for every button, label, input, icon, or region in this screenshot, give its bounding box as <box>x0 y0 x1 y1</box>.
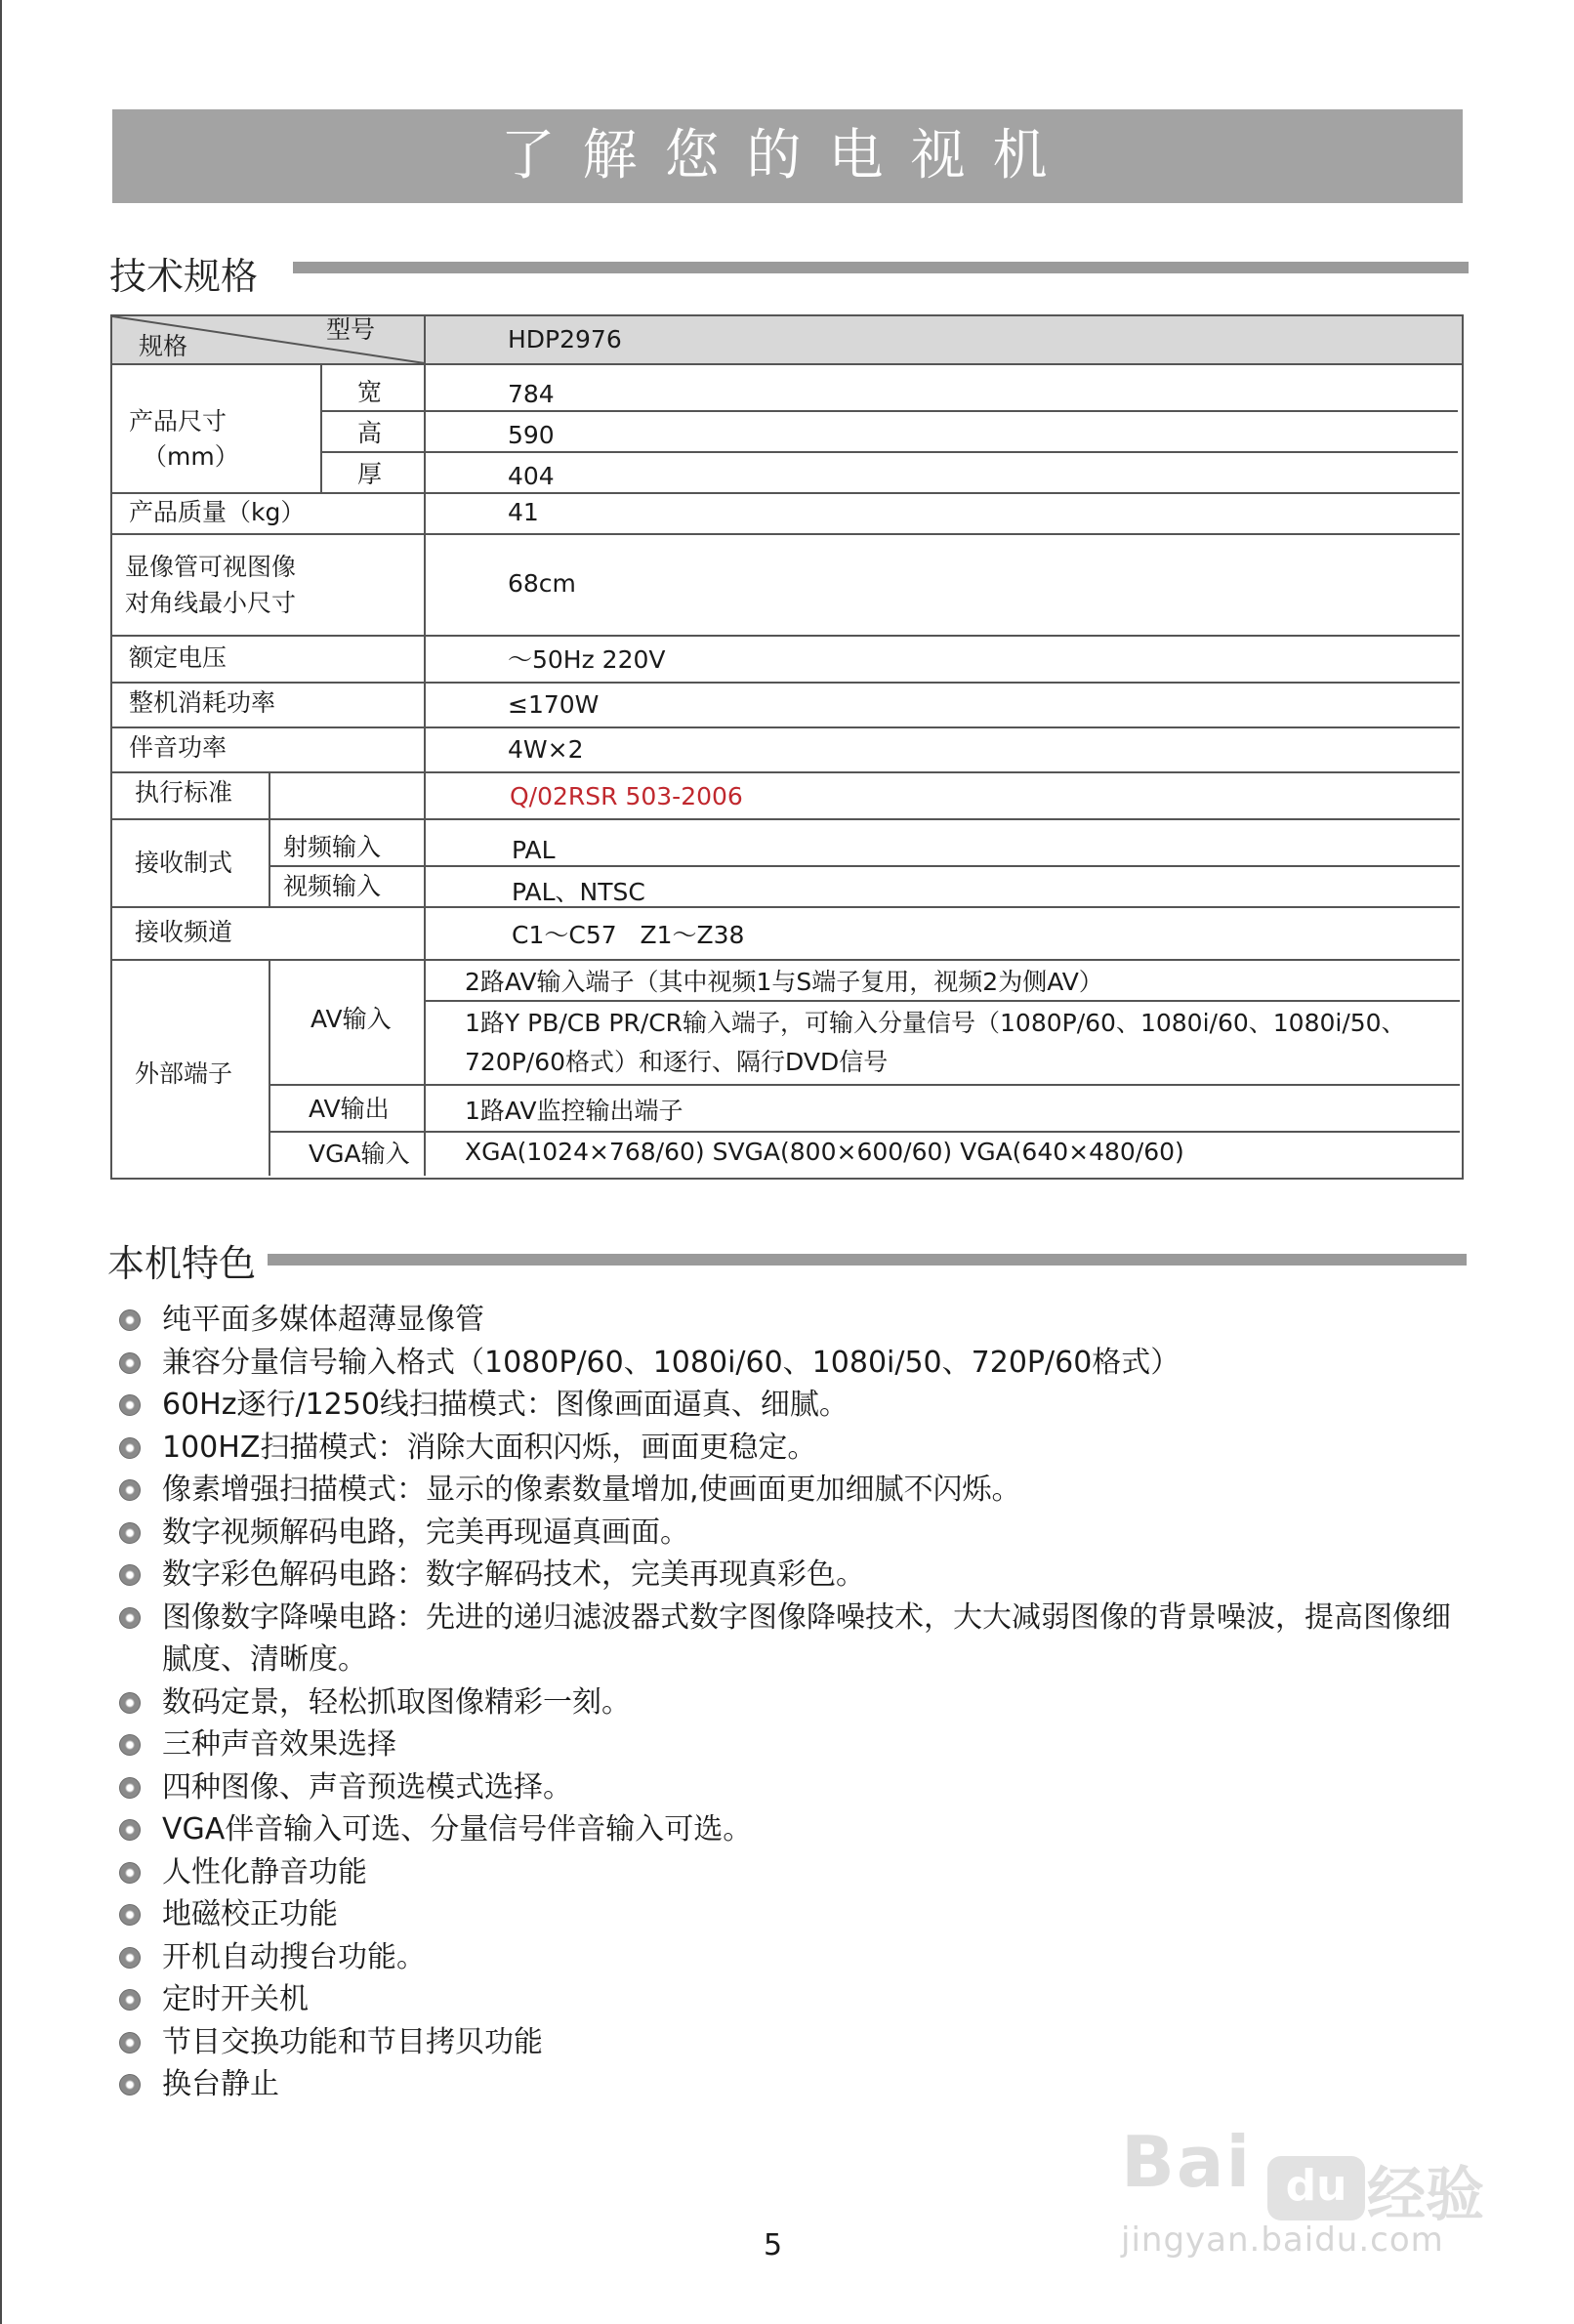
feature-item: 像素增强扫描模式：显示的像素数量增加,使画面更加细腻不闪烁。 <box>119 1469 1467 1512</box>
weight-value: 41 <box>508 498 539 526</box>
video-input-value: PAL、NTSC <box>512 878 645 906</box>
height-label: 高 <box>357 419 383 447</box>
size-label: 产品尺寸 <box>129 407 228 436</box>
channels-value: C1～C57 Z1～Z38 <box>512 921 745 949</box>
feature-item: 纯平面多媒体超薄显像管 <box>119 1299 1467 1342</box>
av-in-line-3: 720P/60格式）和逐行、隔行DVD信号 <box>465 1048 889 1076</box>
voltage-label: 额定电压 <box>129 643 228 672</box>
feature-item: 兼容分量信号输入格式（1080P/60、1080i/60、1080i/50、720P/60格式） <box>119 1342 1467 1385</box>
av-in-label: AV输入 <box>311 1005 392 1033</box>
feature-item: 图像数字降噪电路：先进的递归滤波器式数字图像降噪技术，大大减弱图像的背景噪波，提高图像细腻度、清晰度。 <box>119 1597 1467 1681</box>
baidu-watermark <box>1121 2109 1492 2265</box>
row-line <box>112 906 1460 908</box>
bullet-icon <box>119 1522 141 1544</box>
feature-item: 地磁校正功能 <box>119 1893 1467 1936</box>
feature-section-bar <box>268 1254 1467 1266</box>
col-divider-main <box>424 316 426 1176</box>
bullet-icon <box>119 1734 141 1756</box>
voltage-value: ～50Hz 220V <box>508 645 666 674</box>
watermark-jingyan-text: 经验 <box>1367 2161 1484 2229</box>
bullet-icon <box>119 1479 141 1501</box>
av-in-line-2: 1路Y PB/CB PR/CR输入端子，可输入分量信号（1080P/60、1080i/60、1080i/50、 <box>465 1009 1406 1037</box>
video-input-label: 视频输入 <box>283 872 382 900</box>
row-line <box>112 726 1460 728</box>
audio-label: 伴音功率 <box>129 733 228 762</box>
bullet-icon <box>119 1564 141 1586</box>
screen-label-1: 显像管可视图像 <box>125 553 297 581</box>
header-model-label: 型号 <box>326 315 376 344</box>
row-line <box>269 865 1460 867</box>
rf-input-label: 射频输入 <box>283 833 382 861</box>
feature-item: 60Hz逐行/1250线扫描模式：图像画面逼真、细腻。 <box>119 1384 1467 1427</box>
bullet-icon <box>119 1309 141 1331</box>
av-in-line-1: 2路AV输入端子（其中视频1与S端子复用，视频2为侧AV） <box>465 968 1103 996</box>
feature-item: VGA伴音输入可选、分量信号伴音输入可选。 <box>119 1808 1467 1851</box>
vga-label: VGA输入 <box>309 1140 410 1168</box>
row-line <box>112 363 1462 365</box>
row-line <box>112 959 1460 961</box>
feature-item: 数码定景，轻松抓取图像精彩一刻。 <box>119 1681 1467 1724</box>
row-line <box>112 635 1460 637</box>
row-line <box>112 492 1460 494</box>
watermark-bai-text: Bai <box>1121 2121 1253 2203</box>
feature-list <box>119 1299 1467 2106</box>
col-divider-sub <box>269 771 270 906</box>
page-number: 5 <box>764 2228 783 2262</box>
feature-item: 人性化静音功能 <box>119 1851 1467 1894</box>
bullet-icon <box>119 1692 141 1714</box>
row-line <box>320 410 1458 412</box>
feature-item: 100HZ扫描模式：消除大面积闪烁，画面更稳定。 <box>119 1427 1467 1470</box>
feature-item: 节目交换功能和节目拷贝功能 <box>119 2021 1467 2064</box>
row-line <box>112 533 1460 535</box>
header-spec-label: 规格 <box>139 332 188 360</box>
bullet-icon <box>119 1989 141 2011</box>
bullet-icon <box>119 1862 141 1884</box>
feature-item: 四种图像、声音预选模式选择。 <box>119 1766 1467 1809</box>
watermark-url: jingyan.baidu.com <box>1121 2220 1444 2260</box>
feature-item: 换台静止 <box>119 2063 1467 2106</box>
bullet-icon <box>119 1437 141 1459</box>
av-out-value: 1路AV监控输出端子 <box>465 1097 683 1125</box>
reception-label: 接收制式 <box>135 849 233 877</box>
bullet-icon <box>119 1352 141 1374</box>
feature-item: 数字视频解码电路，完美再现逼真画面。 <box>119 1512 1467 1555</box>
channels-label: 接收频道 <box>135 918 233 946</box>
row-line <box>320 451 1458 453</box>
power-value: ≤170W <box>508 690 600 719</box>
row-line <box>269 1131 1460 1133</box>
width-value: 784 <box>508 380 555 408</box>
depth-label: 厚 <box>357 460 383 488</box>
spec-section-bar <box>293 262 1469 273</box>
watermark-du-badge: du <box>1267 2156 1365 2220</box>
depth-value: 404 <box>508 462 555 490</box>
weight-label: 产品质量（kg） <box>129 498 306 526</box>
bullet-icon <box>119 1607 141 1629</box>
feature-item: 开机自动搜台功能。 <box>119 1936 1467 1979</box>
bullet-icon <box>119 1947 141 1969</box>
size-unit: （mm） <box>143 442 239 471</box>
bullet-icon <box>119 2032 141 2054</box>
col-divider-ports <box>269 959 270 1176</box>
screen-label-2: 对角线最小尺寸 <box>125 589 297 617</box>
feature-item: 定时开关机 <box>119 1978 1467 2021</box>
row-line <box>112 771 1460 773</box>
feature-item: 三种声音效果选择 <box>119 1723 1467 1766</box>
bullet-icon <box>119 1819 141 1841</box>
feature-section-title: 本机特色 <box>107 1242 257 1285</box>
col-divider-size <box>320 363 322 492</box>
page-banner: 了解您的电视机 <box>112 109 1463 203</box>
standard-label: 执行标准 <box>135 778 233 807</box>
power-label: 整机消耗功率 <box>129 688 276 717</box>
vga-value: XGA(1024×768/60) SVGA(800×600/60) VGA(640×480/60) <box>465 1138 1184 1166</box>
row-line <box>112 682 1460 684</box>
bullet-icon <box>119 1394 141 1416</box>
left-page-border <box>0 0 2 2324</box>
spec-section-title: 技术规格 <box>109 255 259 298</box>
av-out-label: AV输出 <box>309 1095 390 1123</box>
screen-value: 68cm <box>508 569 576 598</box>
feature-item: 数字彩色解码电路：数字解码技术，完美再现真彩色。 <box>119 1554 1467 1597</box>
height-value: 590 <box>508 421 555 449</box>
bullet-icon <box>119 1904 141 1926</box>
bullet-icon <box>119 1777 141 1799</box>
width-label: 宽 <box>357 378 383 406</box>
audio-value: 4W×2 <box>508 735 584 764</box>
bullet-icon <box>119 2074 141 2096</box>
row-line <box>112 818 1460 820</box>
row-line <box>269 1084 1460 1086</box>
model-value: HDP2976 <box>508 325 622 353</box>
standard-value: Q/02RSR 503-2006 <box>510 782 743 810</box>
row-line <box>424 1000 1460 1002</box>
rf-input-value: PAL <box>512 836 556 864</box>
ports-label: 外部端子 <box>135 1059 233 1088</box>
